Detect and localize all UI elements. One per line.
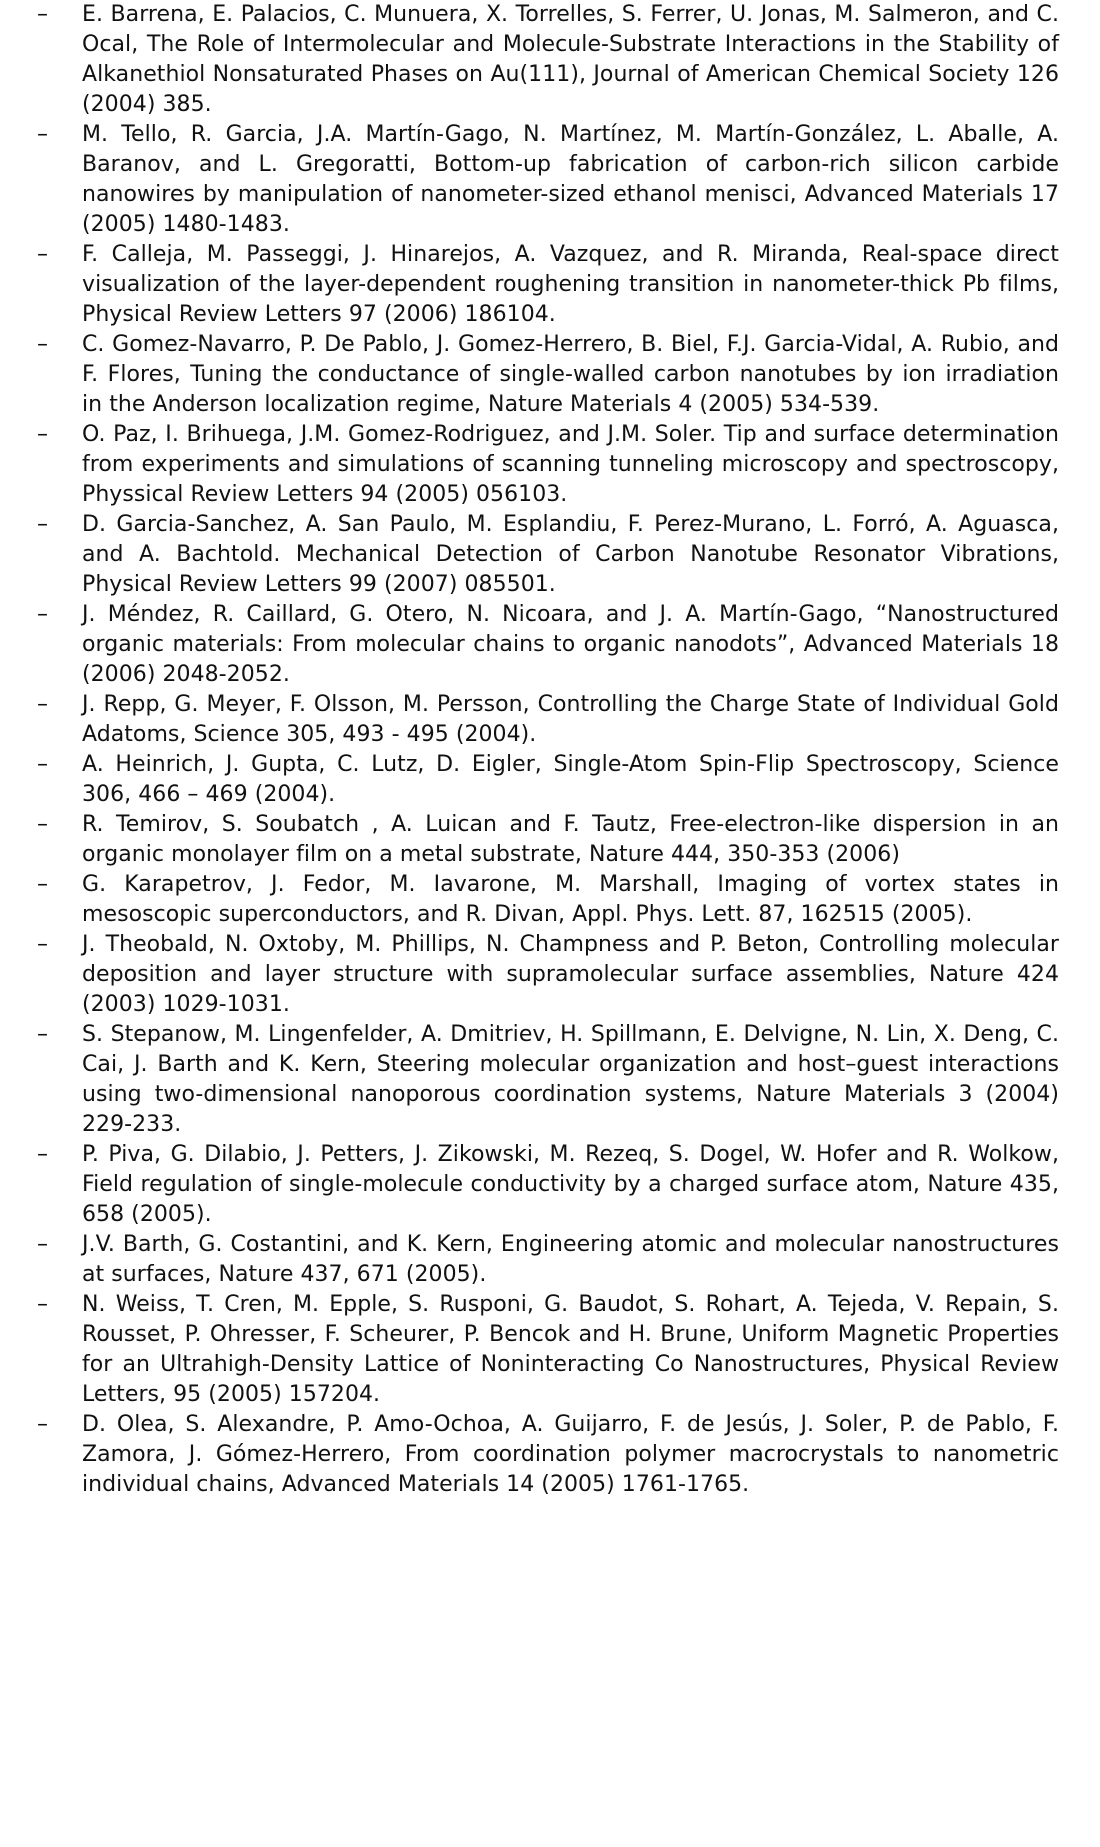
list-dash: – (37, 1022, 49, 1047)
list-dash: – (37, 512, 49, 537)
reference-item (0, 1020, 1100, 1140)
reference-text: O. Paz, I. Brihuega, J.M. Gomez-Rodriguez, and J.M. Soler. Tip and surface determination from experiments and simulations of scanning tunneling microscopy and spectroscopy, Physsical Review Letters 94 (2005) 056103. (82, 422, 1059, 507)
reference-text: J. Méndez, R. Caillard, G. Otero, N. Nicoara, and J. A. Martín-Gago, “Nanostructured organic materials: From molecular chains to organic nanodots”, Advanced Materials 18 (2006) 2048-2052. (82, 602, 1059, 687)
reference-text: D. Olea, S. Alexandre, P. Amo-Ochoa, A. Guijarro, F. de Jesús, J. Soler, P. de Pablo, F. Zamora, J. Gómez-Herrero, From coordination polymer macrocrystals to nanometric individual chains, Advanced Materials 14 (2005) 1761-1765. (82, 1412, 1059, 1497)
reference-text: C. Gomez-Navarro, P. De Pablo, J. Gomez-Herrero, B. Biel, F.J. Garcia-Vidal, A. Rubio, and F. Flores, Tuning the conductance of single-walled carbon nanotubes by ion irradiation in the Anderson localization regime, Nature Materials 4 (2005) 534-539. (82, 332, 1059, 417)
reference-item (0, 420, 1100, 510)
reference-item (0, 690, 1100, 750)
list-dash: – (37, 932, 49, 957)
list-dash: – (37, 752, 49, 777)
reference-text: J. Theobald, N. Oxtoby, M. Phillips, N. Champness and P. Beton, Controlling molecular deposition and layer structure with supramolecular surface assemblies, Nature 424 (2003) 1029-1031. (82, 932, 1059, 1017)
reference-item (0, 1410, 1100, 1500)
reference-item (0, 870, 1100, 930)
list-dash: – (37, 1142, 49, 1167)
reference-item (0, 810, 1100, 870)
list-dash: – (37, 242, 49, 267)
reference-item (0, 600, 1100, 690)
reference-text: N. Weiss, T. Cren, M. Epple, S. Rusponi, G. Baudot, S. Rohart, A. Tejeda, V. Repain, S. Rousset, P. Ohresser, F. Scheurer, P. Bencok and H. Brune, Uniform Magnetic Properties for an Ultrahigh-Density Lattice of Noninteracting Co Nanostructures, Physical Review Letters, 95 (2005) 157204. (82, 1292, 1059, 1407)
reference-item (0, 750, 1100, 810)
reference-text: R. Temirov, S. Soubatch , A. Luican and F. Tautz, Free-electron-like dispersion in an organic monolayer film on a metal substrate, Nature 444, 350-353 (2006) (82, 812, 1059, 867)
reference-item (0, 0, 1100, 120)
reference-item (0, 120, 1100, 240)
reference-text: M. Tello, R. Garcia, J.A. Martín-Gago, N. Martínez, M. Martín-González, L. Aballe, A. Baranov, and L. Gregoratti, Bottom-up fabrication of carbon-rich silicon carbide nanowires by manipulation of nanometer-sized ethanol menisci, Advanced Materials 17 (2005) 1480-1483. (82, 122, 1059, 237)
reference-text: J. Repp, G. Meyer, F. Olsson, M. Persson, Controlling the Charge State of Individual Gold Adatoms, Science 305, 493 - 495 (2004). (82, 692, 1059, 747)
list-dash: – (37, 812, 49, 837)
reference-item (0, 1290, 1100, 1410)
list-dash: – (37, 122, 49, 147)
list-dash: – (37, 1292, 49, 1317)
reference-text: F. Calleja, M. Passeggi, J. Hinarejos, A. Vazquez, and R. Miranda, Real-space direct visualization of the layer-dependent roughening transition in nanometer-thick Pb films, Physical Review Letters 97 (2006) 186104. (82, 242, 1059, 327)
list-dash: – (37, 1412, 49, 1437)
reference-item (0, 330, 1100, 420)
list-dash: – (37, 422, 49, 447)
reference-item (0, 930, 1100, 1020)
reference-text: J.V. Barth, G. Costantini, and K. Kern, Engineering atomic and molecular nanostructures at surfaces, Nature 437, 671 (2005). (82, 1232, 1059, 1287)
list-dash: – (37, 332, 49, 357)
reference-text: G. Karapetrov, J. Fedor, M. Iavarone, M. Marshall, Imaging of vortex states in mesoscopic superconductors, and R. Divan, Appl. Phys. Lett. 87, 162515 (2005). (82, 872, 1059, 927)
list-dash: – (37, 602, 49, 627)
reference-item (0, 510, 1100, 600)
list-dash: – (37, 692, 49, 717)
reference-item (0, 1140, 1100, 1230)
reference-item (0, 1230, 1100, 1290)
reference-text: P. Piva, G. Dilabio, J. Petters, J. Zikowski, M. Rezeq, S. Dogel, W. Hofer and R. Wolkow, Field regulation of single-molecule conductivity by a charged surface atom, Nature 435, 658 (2005). (82, 1142, 1059, 1227)
list-dash: – (37, 1232, 49, 1257)
reference-text: S. Stepanow, M. Lingenfelder, A. Dmitriev, H. Spillmann, E. Delvigne, N. Lin, X. Deng, C. Cai, J. Barth and K. Kern, Steering molecular organization and host–guest interactions using two-dimensional nanoporous coordination systems, Nature Materials 3 (2004) 229-233. (82, 1022, 1059, 1137)
reference-text: E. Barrena, E. Palacios, C. Munuera, X. Torrelles, S. Ferrer, U. Jonas, M. Salmeron, and C. Ocal, The Role of Intermolecular and Molecule-Substrate Interactions in the Stability of Alkanethiol Nonsaturated Phases on Au(111), Journal of American Chemical Society 126 (2004) 385. (82, 2, 1059, 117)
list-dash: – (37, 872, 49, 897)
list-dash: – (37, 2, 49, 27)
reference-text: D. Garcia-Sanchez, A. San Paulo, M. Esplandiu, F. Perez-Murano, L. Forró, A. Aguasca, and A. Bachtold. Mechanical Detection of Carbon Nanotube Resonator Vibrations, Physical Review Letters 99 (2007) 085501. (82, 512, 1059, 597)
reference-item (0, 240, 1100, 330)
reference-text: A. Heinrich, J. Gupta, C. Lutz, D. Eigler, Single-Atom Spin-Flip Spectroscopy, Science 306, 466 – 469 (2004). (82, 752, 1059, 807)
